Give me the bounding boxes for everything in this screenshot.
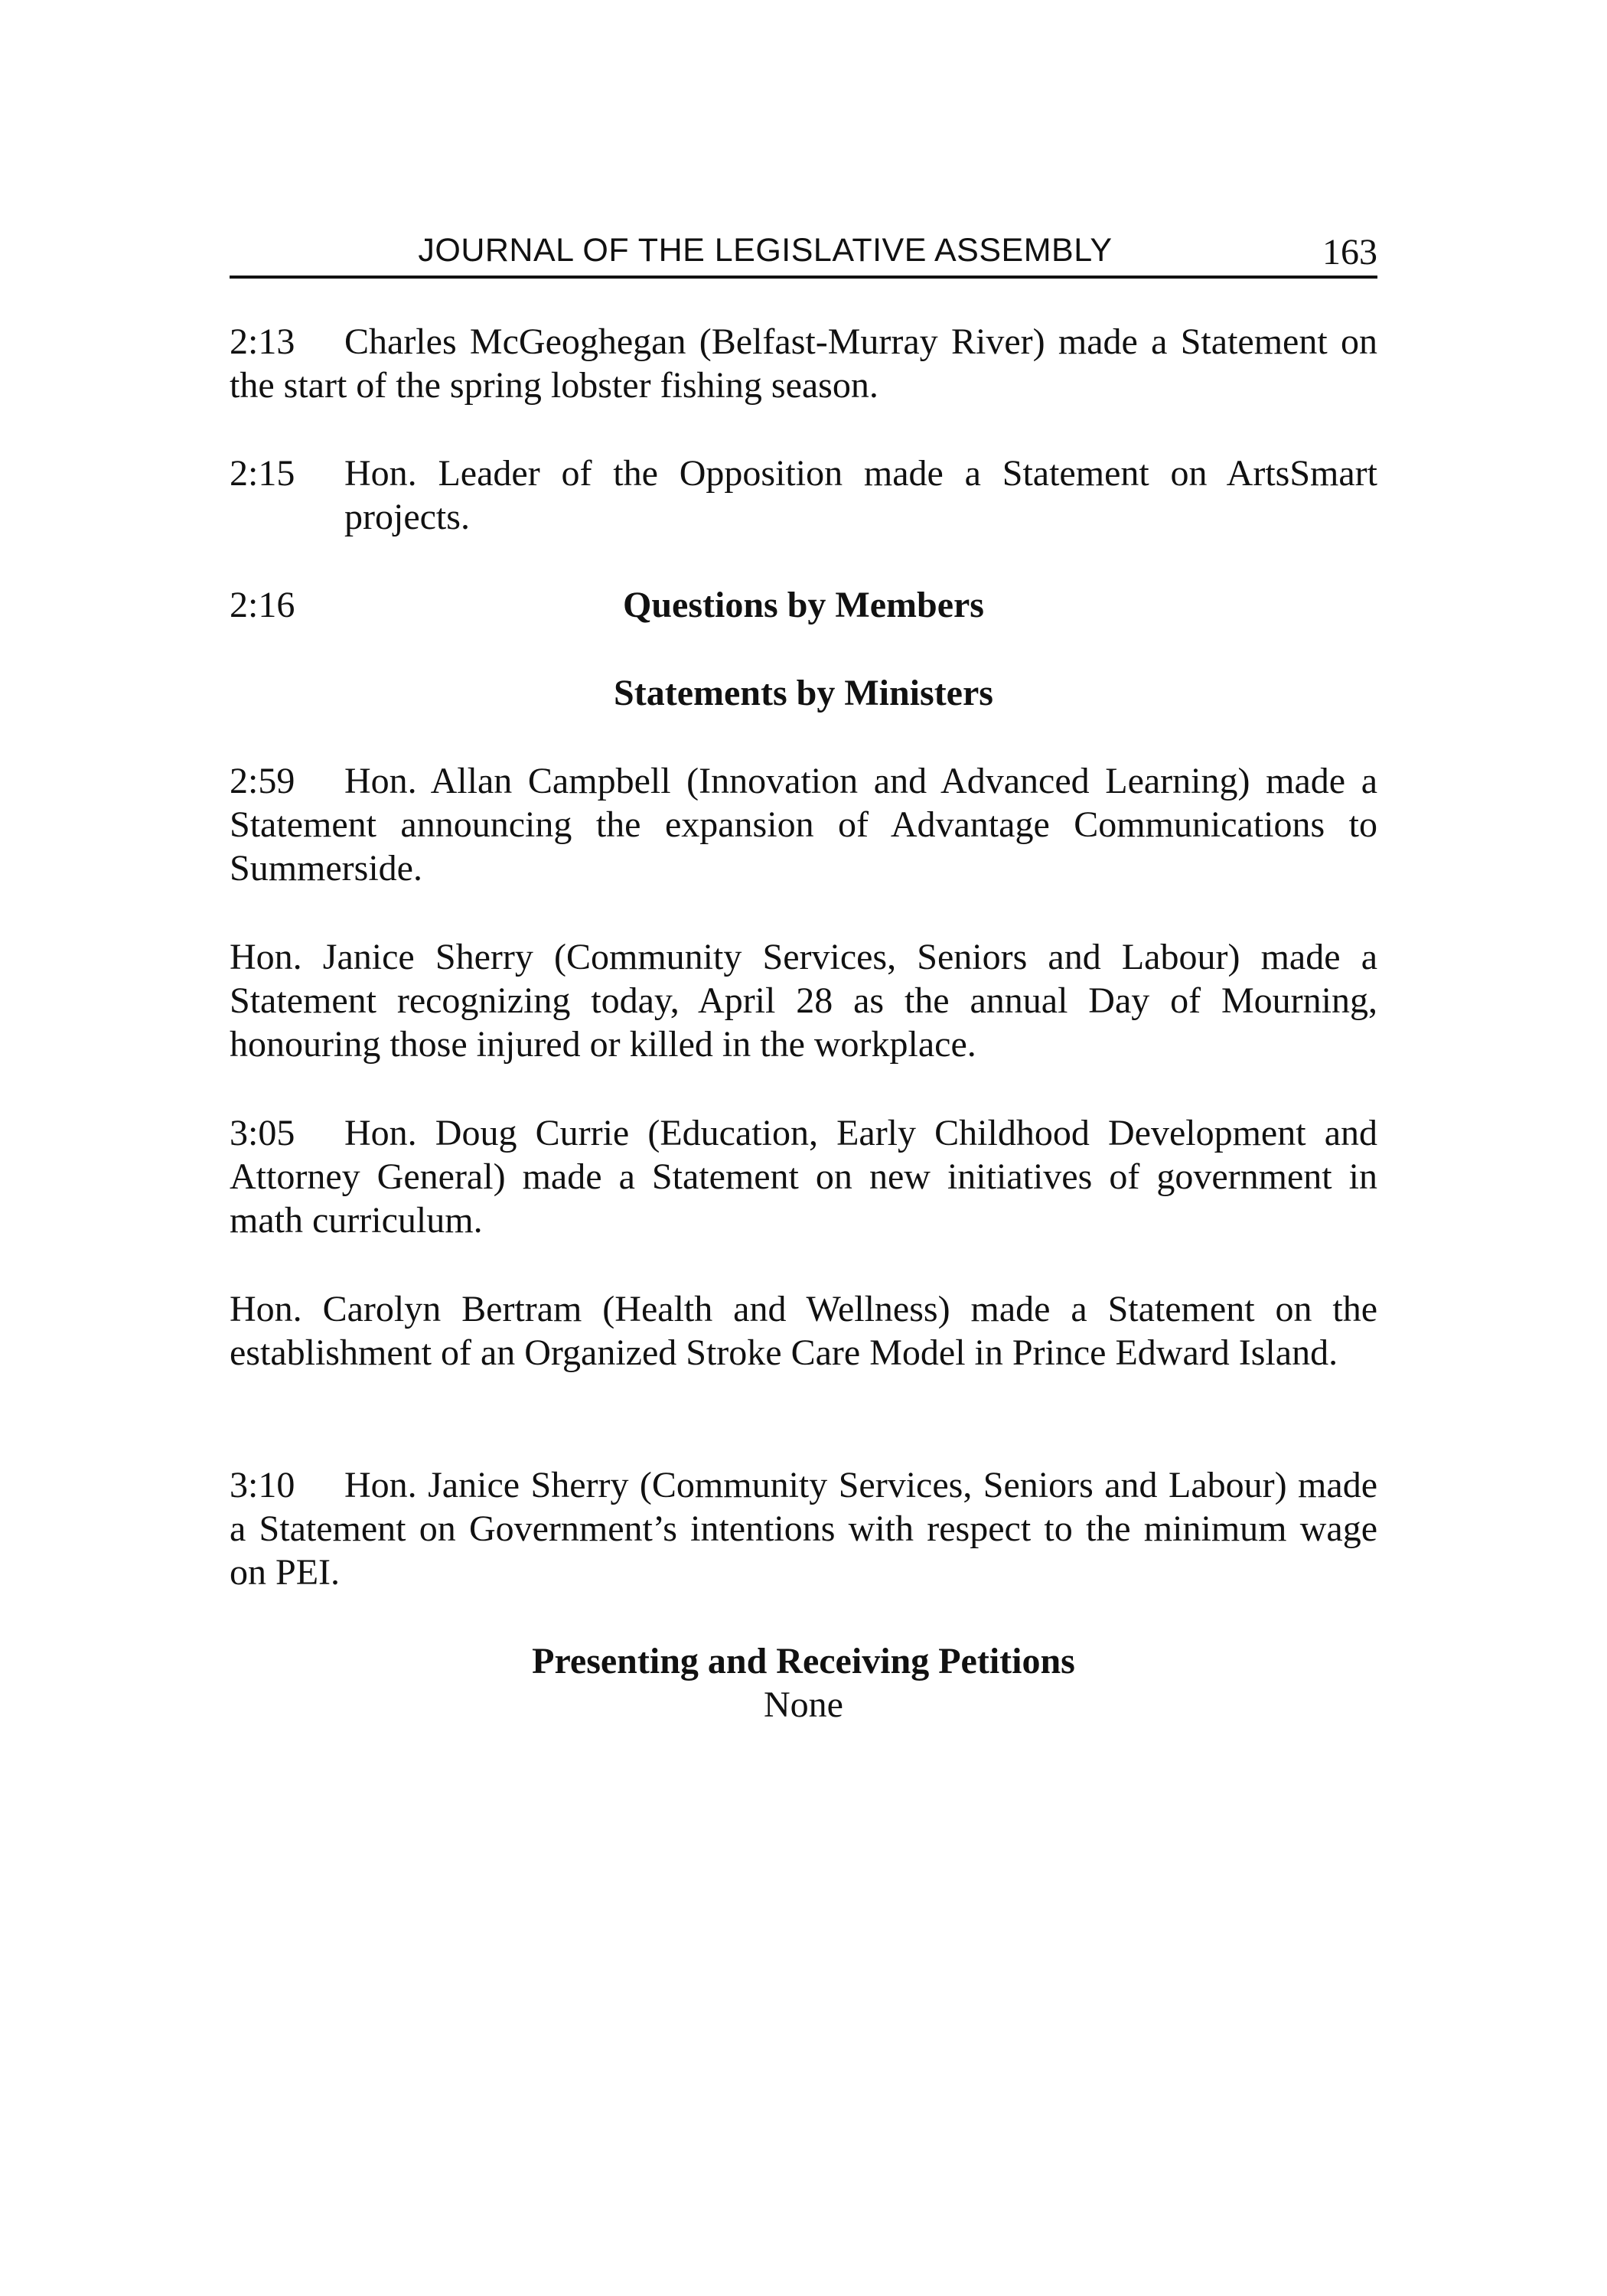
entry-time: 2:16 — [230, 585, 295, 625]
petitions-none: None — [764, 1684, 843, 1725]
entry-time: 3:05 — [230, 1113, 295, 1153]
journal-title: JOURNAL OF THE LEGISLATIVE ASSEMBLY — [418, 232, 1113, 269]
page-number: 163 — [1322, 232, 1377, 272]
entry-text: Hon. Leader of the Opposition made a Statement on ArtsSmart projects. — [344, 453, 1377, 537]
entry-time: 2:59 — [230, 761, 295, 801]
entry-day-of-mourning — [230, 935, 1377, 1066]
entry-text: Charles McGeoghegan (Belfast-Murray River) made a Statement on the start of the spring lobster fishing season. — [230, 321, 1377, 406]
section-heading-questions: Questions by Members — [623, 585, 984, 625]
entry-text: Hon. Allan Campbell (Innovation and Advanced Learning) made a Statement announcing the expansion of Advantage Communications to Summerside. — [230, 761, 1377, 889]
entry-3-10 — [230, 1463, 1377, 1594]
entry-2-15 — [230, 452, 1377, 539]
entry-text: Hon. Janice Sherry (Community Services, Seniors and Labour) made a Statement on Government’s intentions with respect to the minimum wage on PEI. — [230, 1465, 1377, 1593]
page-header — [230, 230, 1377, 279]
section-heading-petitions: Presenting and Receiving Petitions — [532, 1641, 1075, 1681]
entry-time: 3:10 — [230, 1465, 295, 1505]
entry-2-13 — [230, 320, 1377, 407]
entry-text: Hon. Doug Currie (Education, Early Childhood Development and Attorney General) made a Statement on new initiatives of government in math curriculum. — [230, 1113, 1377, 1241]
entry-time: 2:13 — [230, 321, 295, 362]
entry-stroke-care — [230, 1287, 1377, 1375]
entry-text: Hon. Janice Sherry (Community Services, Seniors and Labour) made a Statement recognizing today, April 28 as the annual Day of Mourning, honouring those injured or killed in the workplace. — [230, 937, 1377, 1065]
entry-text: Hon. Carolyn Bertram (Health and Wellness) made a Statement on the establishment of an Organized Stroke Care Model in Prince Edward Island. — [230, 1289, 1377, 1373]
section-heading-statements: Statements by Ministers — [614, 673, 993, 713]
entry-2-16 — [230, 583, 1377, 627]
journal-page — [230, 230, 1377, 1725]
entry-2-59 — [230, 759, 1377, 890]
entry-3-05 — [230, 1111, 1377, 1242]
entry-time: 2:15 — [230, 453, 295, 494]
